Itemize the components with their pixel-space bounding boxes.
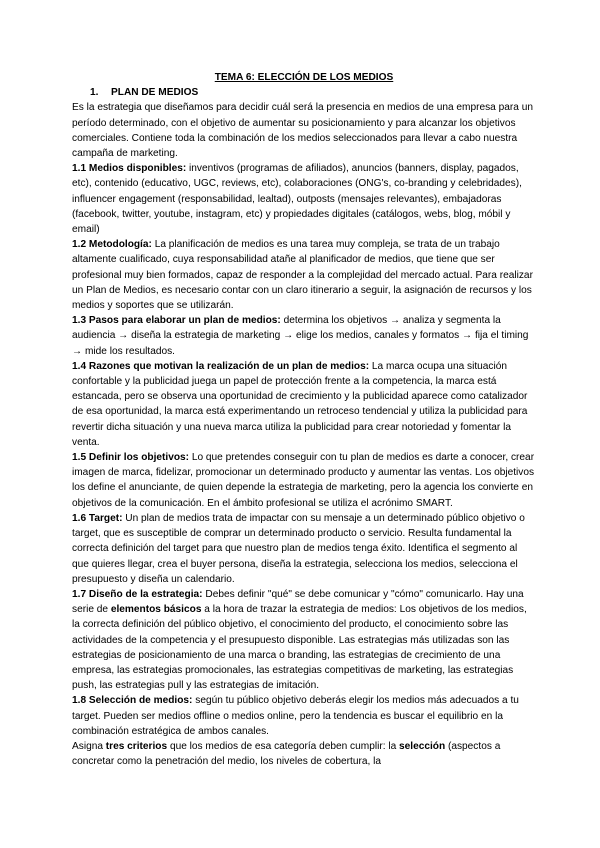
intro-paragraph: Es la estrategia que diseñamos para decidir cuál será la presencia en medios de una empresa para un período determinado, con el objetivo de aumentar su posicionamiento y para alcanzar los objetivos comerciales. Contiene toda la combinación de los medios seleccionados para llevar a cabo nuestra campaña de marketing. [72, 102, 533, 160]
section-heading [72, 85, 536, 100]
criteria-paragraph [72, 739, 536, 769]
paragraph-label: 1.6 Target: [72, 512, 123, 524]
paragraph-label: 1.1 Medios disponibles: [72, 163, 187, 175]
paragraph-body: Asigna [72, 740, 106, 752]
paragraph-1-5 [72, 450, 536, 511]
paragraph-body: La marca ocupa una situación confortable y la publicidad juega un papel de protección frente a la competencia, la marca está estancada, pero se observa una oportunidad de crecimiento y la publicidad aparece como catalizador de esa oportunidad, la marca está experimentando un retroceso tendencial y utiliza la publicidad para revertir dicha situación y una nueva marca utiliza la publicidad para crear notoriedad y fomentar la venta. [72, 360, 528, 448]
paragraph-body: que los medios de esa categoría deben cumplir: la [167, 740, 400, 752]
paragraph-body: según tu público objetivo deberás elegir los medios más adecuados a tu target. Pueden ser medios offline o medios online, pero la tendencia es buscar el equilibrio en la combinación estratégica de ambos canales. [72, 695, 519, 737]
document-title: TEMA 6: ELECCIÓN DE LOS MEDIOS [214, 72, 394, 83]
paragraph-label: 1.8 Selección de medios: [72, 695, 193, 707]
paragraph-body: (aspectos a concretar como la penetración del medio, los niveles de cobertura, la [72, 740, 501, 768]
paragraph-1-6 [72, 511, 536, 587]
paragraph-1-7 [72, 587, 536, 693]
section-heading-number: 1. [90, 87, 99, 99]
paragraph-body: Debes definir "qué" se debe comunicar y "cómo" comunicarlo. Hay una serie de [72, 588, 524, 616]
paragraph-body: Lo que pretendes conseguir con tu plan de medios es darte a conocer, crear imagen de marca, fidelizar, promocionar un determinado producto y aumentar las ventas. Los objetivos los define el anunciante, de quien depende la estrategia de marketing, pero la agencia los convierte en objetivos de la comunicación. En el ámbito profesional se utiliza el acrónimo SMART. [72, 452, 535, 509]
paragraph-label: 1.4 Razones que motivan la realización de un plan de medios: [72, 360, 370, 372]
paragraph-label: 1.7 Diseño de la estrategia: [72, 588, 203, 600]
emphasis: elementos básicos [110, 604, 202, 616]
paragraph-label: 1.2 Metodología: [72, 239, 152, 251]
paragraph-1-3 [72, 313, 536, 359]
paragraph-body: La planificación de medios es una tarea muy compleja, se trata de un trabajo altamente cualificado, cuya responsabilidad atañe al planificador de medios, que tiene que ser profesional muy bien formados, capaz de responder a la complejidad del mercado actual. Para realizar un Plan de Medios, es necesario contar con un claro itinerario a seguir, la asignación de recursos y los medios y soportes que se utilizarán. [72, 239, 533, 312]
paragraph-body: Un plan de medios trata de impactar con su mensaje a un determinado público objetivo o target, que es susceptible de comprar un determinado producto o servicio. Resulta fundamental la correcta definición del target para que nuestro plan de medios tenga éxito. Identifica el segmento al que quieres llegar, crea el buyer persona, diseña la estrategia, selecciona los medios, selecciona el presupuesto y diseña un calendario. [72, 512, 525, 585]
paragraph-body: inventivos (programas de afiliados), anuncios (banners, display, pagados, etc), contenido (educativo, UGC, reviews, etc), colaboraciones (ONG's, co-branding y celebridades), influencer engagement (responsabilidad, lealtad), outposts (mensajes relevantes), embajadoras (facebook, twitter, youtube, instagram, etc) y propiedades digitales (catálogos, webs, blog, móbil y email) [72, 163, 522, 236]
paragraph-1-4 [72, 359, 536, 450]
paragraph-label: 1.3 Pasos para elaborar un plan de medios: [72, 315, 281, 327]
paragraph-1-2 [72, 237, 536, 313]
paragraph-body: a la hora de trazar la estrategia de medios: Los objetivos de los medios, la correcta definición del público objetivo, el conocimiento del producto, el conocimiento sobre las actividades de la competencia y el presupuesto disponible. Las estrategias más utilizadas son las estrategias de posicionamiento de una marca o branding, las estrategias de crecimiento de una empresa, las estrategias promocionales, las estrategias competitivas de marketing, las estrategias push, las estrategias pull y las estrategias de imitación. [72, 604, 527, 692]
emphasis: selección [399, 740, 446, 752]
paragraph-1-1 [72, 161, 536, 237]
paragraph-label: 1.5 Definir los objetivos: [72, 452, 190, 464]
emphasis: tres criterios [105, 740, 168, 752]
section-heading-text: PLAN DE MEDIOS [111, 87, 199, 99]
paragraph-body: determina los objetivos → analiza y segmenta la audiencia → diseña la estrategia de marketing → elige los medios, canales y formatos → fija el timing → mide los resultados. [72, 315, 529, 357]
paragraph-1-8 [72, 693, 536, 739]
